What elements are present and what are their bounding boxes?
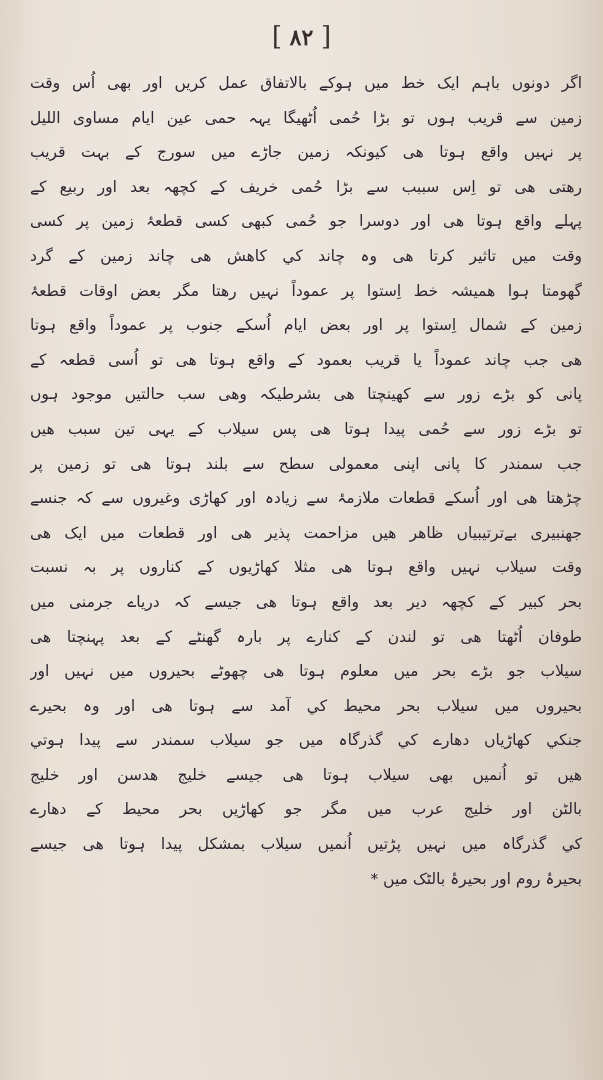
text-line: جب سمندر کا پانی اپنی معمولی سطح سے بلند ہوتا ھی تو زمین پر bbox=[30, 454, 582, 473]
text-line: کي گذرگاہ میں نہیں پڑتیں اُنمیں سیلاب بمشکل پیدا ہوتا ھی جیسے bbox=[30, 835, 582, 854]
text-line: ھیں تو اُنمیں بھی سیلاب ہوتا ھی جیسے خلیج ھدسن اور خلیج bbox=[30, 765, 582, 784]
page-number: ۸۲ bbox=[289, 25, 314, 51]
text-line: بحر کبیر کے کچھہ دیر بعد واقع ہوتا ھی جیسے کہ دریاے جرمنی میں bbox=[30, 592, 582, 611]
text-line: گھومتا ہوا ھمیشہ خط اِستوا پر عموداً نہیں رھتا مگر بعض اوقات قطعۂ bbox=[30, 281, 582, 300]
text-line: اگر دونوں باہم ایک خط میں ہوکے بالاتفاق عمل کریں اور بھی اُس وقت bbox=[30, 74, 582, 92]
text-line: تو بڑے زور سے حُمی پیدا ہوتا ھی پس سیلاب کے یہی تین سبب ھیں bbox=[30, 419, 582, 438]
text-line: سیلاب جو بڑے بحر میں معلوم ہوتا ھی چھوٹے بحیروں میں نہیں اور bbox=[30, 662, 582, 681]
text-line: بحیرۂ روم اور بحیرۂ بالٹک میں * bbox=[370, 869, 582, 888]
bracket-close: ] bbox=[320, 22, 332, 52]
text-line: رھتی ھی تو اِس سببب سے بڑا حُمی خریف کے کچھہ بعد اور ربیع کے bbox=[30, 177, 582, 196]
text-line: وقت سیلاب نہیں واقع ہوتا ھی مثلا کھاڑیوں کے کناروں پر بہ نسبت bbox=[30, 558, 582, 577]
text-line: بحیروں میں سیلاب بحر محیط کي آمد سے ہوتا ھی اور وہ بحیرے bbox=[30, 696, 582, 715]
text-line: پانی کو بڑے زور سے کھینچتا ھی بشرطیکہ وھی سب حالتیں موجود ہوں bbox=[30, 385, 582, 404]
text-line: چڑھتا ھی اور اُسکے قطعات ملازمۂ سے زیادہ اور کھاڑی وغیروں سے کہ جنسے bbox=[30, 489, 582, 508]
text-line: جنکي کھاڑیاں دھارے کي گذرگاہ میں جو سیلاب سمندر سے پیدا ہوتي bbox=[30, 731, 582, 750]
text-line: جھنبیری بےترتیبیاں ظاھر ھیں مزاحمت پذیر ھی اور قطعات میں ایک ھی bbox=[30, 523, 582, 542]
text-line: وقت میں تاثیر کرتا ھی وہ چاند کي کاهش ھی چاند زمین کے گرد bbox=[30, 246, 582, 265]
text-line: ھی جب چاند عموداً یا قریب بعمود کے واقع ہوتا ھی تو اُسی قطعہ کے bbox=[30, 350, 582, 369]
text-line: زمین کے شمال اِستوا پر اور بعض ایام اُسکے جنوب پر عموداً واقع ہوتا bbox=[30, 316, 582, 335]
body-text bbox=[30, 66, 582, 896]
text-line: پہلے واقع ہوتا ھی اور دوسرا جو حُمی کبھی کسی قطعۂ زمین پر کسی bbox=[30, 212, 582, 231]
text-line: زمین سے قریب ہوں تو بڑا حُمی اُٹھیگا یہہ حمی عین ایام مساوی اللیل bbox=[30, 108, 582, 127]
text-line: بالٹن اور خلیج عرب میں مگر جو کھاڑیں بحر محیط کے دھارے bbox=[30, 800, 582, 819]
text-line: پر نہیں واقع ہوتا ھی کیونکہ زمین جاڑے میں سورج کے بہت قریب bbox=[30, 143, 582, 162]
bracket-open: [ bbox=[271, 22, 282, 52]
page-number-header bbox=[0, 22, 603, 52]
text-line: طوفان اُٹھتا ھی تو لندن کے کنارے پر بارہ گھنٹے کے بعد پہنچتا ھی bbox=[30, 627, 582, 646]
